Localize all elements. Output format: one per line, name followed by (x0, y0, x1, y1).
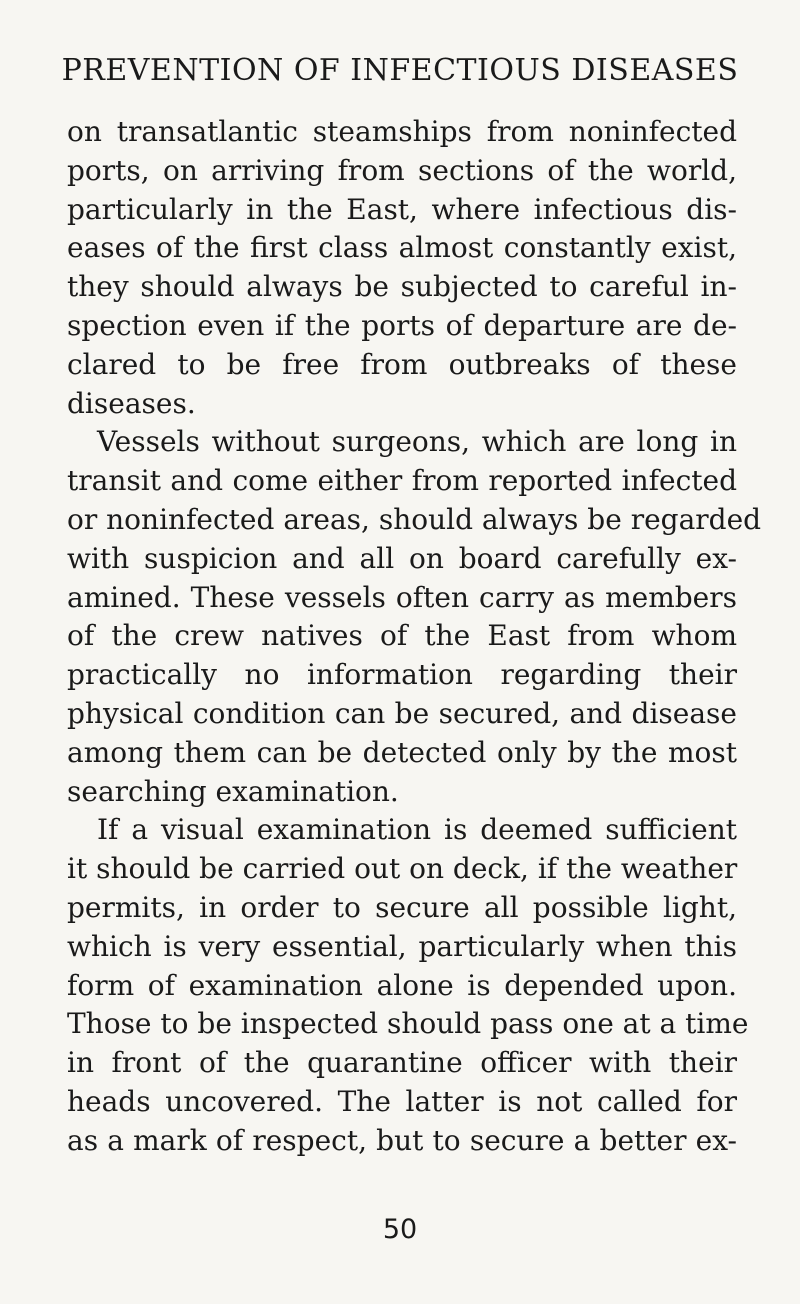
text-line: with suspicion and all on board carefully ex- (67, 541, 737, 575)
body-text (67, 113, 762, 1161)
text-line: practically no information regarding their (67, 658, 737, 692)
text-line: eases of the first class almost constantly exist, (67, 231, 737, 265)
text-line: of the crew natives of the East from whom (67, 619, 737, 653)
text-line: as a mark of respect, but to secure a better ex- (67, 1123, 737, 1157)
page-number: 50 (382, 1214, 418, 1245)
text-line: form of examination alone is depended upon. (67, 968, 737, 1002)
text-line: Those to be inspected should pass one at a time (67, 1007, 749, 1041)
text-line: heads uncovered. The latter is not called for (67, 1084, 737, 1118)
text-line: particularly in the East, where infectious dis- (67, 192, 737, 226)
text-line: transit and come either from reported infected (67, 464, 737, 498)
text-line: clared to be free from outbreaks of these (67, 347, 737, 381)
text-line: in front of the quarantine officer with their (67, 1046, 737, 1080)
text-line: diseases. (67, 386, 196, 420)
text-line: on transatlantic steamships from noninfected (67, 115, 737, 148)
text-line: If a visual examination is deemed sufficient (97, 813, 737, 847)
text-line: which is very essential, particularly when this (67, 929, 737, 963)
text-line: searching examination. (67, 774, 399, 808)
text-line: ports, on arriving from sections of the world, (67, 153, 737, 187)
text-line: they should always be subjected to careful in- (67, 270, 737, 304)
text-line: Vessels without surgeons, which are long in (97, 425, 737, 459)
text-line: physical condition can be secured, and disease (67, 696, 737, 730)
running-head: PREVENTION OF INFECTIOUS DISEASES (61, 53, 739, 88)
text-line: it should be carried out on deck, if the weather (67, 852, 738, 886)
text-line: or noninfected areas, should always be regarded (67, 502, 762, 536)
text-line: among them can be detected only by the most (67, 735, 737, 769)
text-line: permits, in order to secure all possible light, (67, 890, 737, 924)
text-line: amined. These vessels often carry as members (67, 580, 737, 614)
text-line: spection even if the ports of departure are de- (67, 308, 737, 342)
